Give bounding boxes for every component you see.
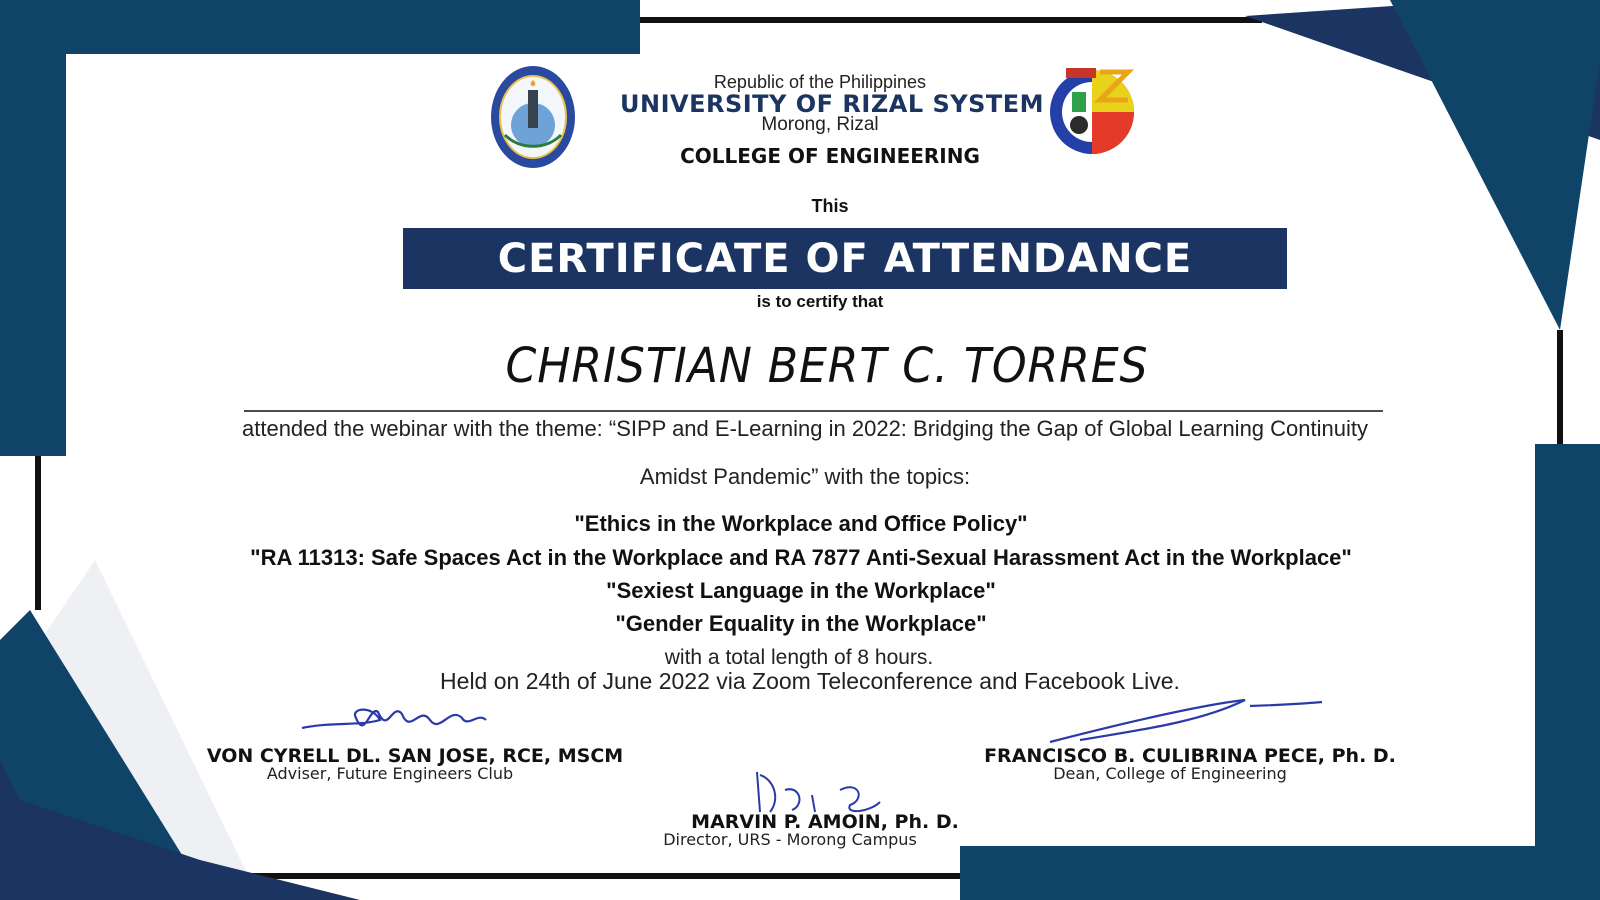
college-of-engineering-gear-icon — [1050, 68, 1134, 154]
signatory-2-name: MARVIN P. AMOIN, Ph. D. — [691, 811, 959, 833]
signature-culibrina — [1050, 700, 1322, 742]
webinar-theme-line-2: Amidst Pandemic” with the topics: — [639, 464, 971, 489]
topic-4: "Gender Equality in the Workplace" — [615, 611, 987, 636]
urs-seal-icon — [491, 66, 575, 168]
certificate-title: CERTIFICATE OF ATTENDANCE — [403, 228, 1287, 289]
signatory-2-role: Director, URS - Morong Campus — [663, 830, 917, 849]
topic-2: "RA 11313: Safe Spaces Act in the Workplace and RA 7877 Anti-Sexual Harassment Act in the Workplace" — [250, 545, 1352, 570]
topic-1: "Ethics in the Workplace and Office Policy" — [574, 511, 1028, 536]
total-length: with a total length of 8 hours. — [664, 646, 934, 669]
signatory-1-name: VON CYRELL DL. SAN JOSE, RCE, MSCM — [206, 745, 624, 767]
signatory-3-name: FRANCISCO B. CULIBRINA PECE, Ph. D. — [984, 745, 1396, 767]
intro-word: This — [811, 196, 849, 216]
location-line: Morong, Rizal — [761, 114, 879, 135]
college-name: COLLEGE OF ENGINEERING — [680, 144, 980, 168]
top-right-triangle — [1390, 0, 1600, 330]
topic-3: "Sexiest Language in the Workplace" — [606, 578, 996, 603]
signatory-1-role: Adviser, Future Engineers Club — [266, 764, 514, 783]
university-name: UNIVERSITY OF RIZAL SYSTEM — [620, 90, 1045, 118]
webinar-theme-line-1: attended the webinar with the theme: “SIPP and E-Learning in 2022: Bridging the Gap of Global Learning Continuity — [242, 416, 1368, 441]
signature-amoin — [757, 772, 880, 812]
signatory-3-role: Dean, College of Engineering — [1053, 764, 1287, 783]
signature-san-jose — [302, 710, 486, 728]
republic-line: Republic of the Philippines — [713, 72, 927, 92]
held-line: Held on 24th of June 2022 via Zoom Teleconference and Facebook Live. — [440, 668, 1180, 694]
certify-line: is to certify that — [756, 292, 884, 311]
recipient-name: CHRISTIAN BERT C. TORRES — [505, 338, 1149, 394]
